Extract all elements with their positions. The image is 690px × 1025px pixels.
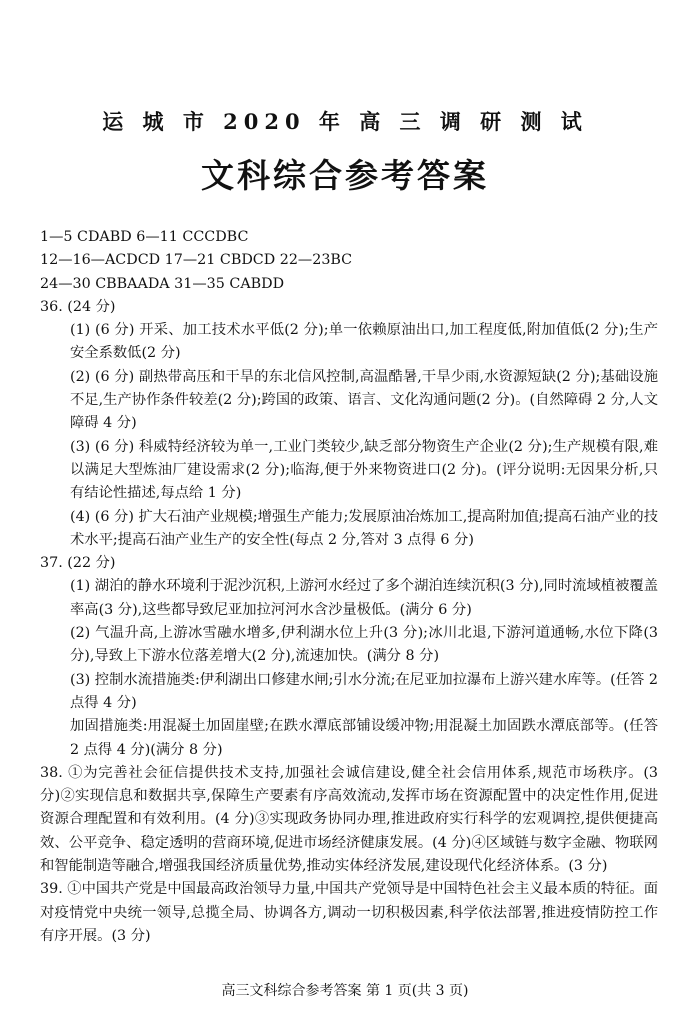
question-36-part-1: (1) (6 分) 开采、加工技术水平低(2 分);单一依赖原油出口,加工程度低,附加值低(2 分);生产安全系数低(2 分) <box>70 322 658 362</box>
question-36-part-3: (3) (6 分) 科威特经济较为单一,工业门类较少,缺乏部分物资生产企业(2 分);生产规模有限,难以满足大型炼油厂建设需求(2 分);临海,便于外来物资进口(2 分)。(评分说明:无因果分析,只有结论性描述,每点给 1 分) <box>70 438 658 502</box>
question-37-part-3-reinforce: 加固措施类:用混凝土加固崖壁;在跌水潭底部铺设缓冲物;用混凝土加固跌水潭底部等。(任答 2 点得 4 分)(满分 8 分) <box>70 718 658 758</box>
question-37-part-1: (1) 湖泊的静水环境利于泥沙沉积,上游河水经过了多个湖泊连续沉积(3 分),同时流域植被覆盖率高(3 分),这些都导致尼亚加拉河河水含沙量极低。(满分 6 分) <box>70 578 658 618</box>
choice-answers-row-2: 12—16—ACDCD 17—21 CBDCD 22—23BC <box>40 252 353 269</box>
question-38-answer: 38. ①为完善社会征信提供技术支持,加强社会诚信建设,健全社会信用体系,规范市场秩序。(3 分)②实现信息和数据共享,保障生产要素有序高效流动,发挥市场在资源配置中的决定性作用,促进资源合理配置和有效利用。(4 分)③实现政务协同办理,推进政府实行科学的宏观调控,提供便捷高效、公平竞争、稳定透明的营商环境,促进市场经济健康发展。(4 分)④区域链与数字金融、物联网和智能制造等融合,增强我国经济质量优势,推动实体经济发展,建设现代化经济体系。(3 分) <box>40 764 658 875</box>
question-36-heading: 36. (24 分) <box>40 298 116 315</box>
page-footer: 高三文科综合参考答案 第 1 页(共 3 页) <box>221 983 469 999</box>
question-36-part-4: (4) (6 分) 扩大石油产业规模;增强生产能力;发展原油冶炼加工,提高附加值;提高石油产业的技术水平;提高石油产业生产的安全性(每点 2 分,答对 3 点得 6 分) <box>70 508 658 548</box>
question-36-part-2: (2) (6 分) 副热带高压和干旱的东北信风控制,高温酷暑,干旱少雨,水资源短缺(2 分);基础设施不足,生产协作条件较差(2 分);跨国的政策、语言、文化沟通问题(2 分)。(自然障碍 2 分,人文障碍 4 分) <box>70 368 658 432</box>
choice-answers-row-1: 1—5 CDABD 6—11 CCCDBC <box>40 229 249 245</box>
question-37-part-2: (2) 气温升高,上游冰雪融水增多,伊利湖水位上升(3 分);冰川北退,下游河道通畅,水位下降(3 分),导致上下游水位落差增大(2 分),流速加快。(满分 8 分) <box>70 625 658 665</box>
question-37-part-3: (3) 控制水流措施类:伊利湖出口修建水闸;引水分流;在尼亚加拉瀑布上游兴建水库等。(任答 2 点得 4 分) <box>70 671 658 711</box>
choice-answers-row-3: 24—30 CBBAADA 31—35 CABDD <box>40 275 285 292</box>
exam-title: 运 城 市 2020 年 高 三 调 研 测 试 <box>102 109 588 134</box>
answer-body <box>40 226 658 948</box>
question-39-answer: 39. ①中国共产党是中国最高政治领导力量,中国共产党领导是中国特色社会主义最本质的特征。面对疫情党中央统一领导,总揽全局、协调各方,调动一切积极因素,科学依法部署,推进疫情防控工作有序开展。(3 分) <box>40 881 658 944</box>
question-37-heading: 37. (22 分) <box>40 555 116 572</box>
document-title: 文科综合参考答案 <box>201 156 489 195</box>
